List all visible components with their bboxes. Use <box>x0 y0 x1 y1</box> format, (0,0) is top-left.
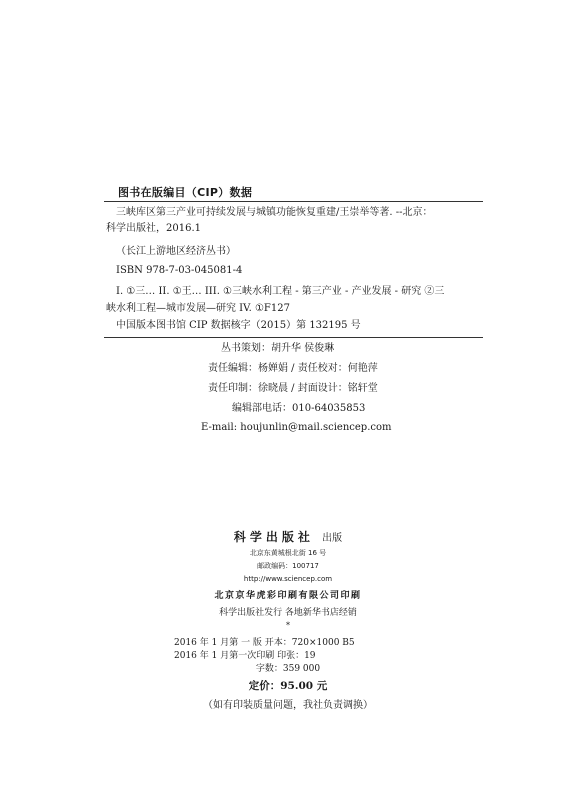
cip-heading: 图书在版编目（CIP）数据 <box>118 186 253 199</box>
separator-star: * <box>286 621 290 630</box>
publisher-suffix: 出版 <box>322 533 343 544</box>
publisher-postcode: 邮政编码：100717 <box>257 562 319 570</box>
spec-wordcount: 字数：359 000 <box>255 664 321 674</box>
cip-top-rule <box>104 201 483 202</box>
cip-line-isbn: ISBN 978-7-03-045081-4 <box>116 265 243 276</box>
credit-phone: 编辑部电话：010-64035853 <box>232 403 366 414</box>
publisher-website: http://www.sciencep.com <box>243 575 333 583</box>
credit-editors: 责任编辑：杨婵娟 / 责任校对：何艳萍 <box>208 363 378 374</box>
publisher-name <box>0 528 576 545</box>
cip-line-title: 三峡库区第三产业可持续发展与城镇功能恢复重建/王崇举等著. --北京： <box>116 207 433 218</box>
notice: （如有印装质量问题，我社负责调换） <box>203 700 373 711</box>
printer: 北京京华虎彩印刷有限公司印刷 <box>214 591 362 601</box>
publisher-name-text: 科学出版社 <box>233 530 314 544</box>
cip-line-series: （长江上游地区经济丛书） <box>116 246 236 257</box>
spec-printing: 2016 年 1 月第一次印刷 印张：19 <box>174 651 316 661</box>
cip-line-cip-number: 中国版本图书馆 CIP 数据核字（2015）第 132195 号 <box>116 320 361 331</box>
credit-production: 责任印制：徐晓晨 / 封面设计：铭轩堂 <box>208 383 378 394</box>
cip-bottom-rule <box>104 337 483 338</box>
credit-email: E-mail: houjunlin@mail.sciencep.com <box>201 422 392 433</box>
publisher-address: 北京东黄城根北街 16 号 <box>249 549 327 557</box>
cip-line-classification-cont: 峡水利工程—城市发展—研究 IV. ①F127 <box>106 303 290 314</box>
credit-series-planner: 丛书策划：胡升华 侯俊琳 <box>221 343 335 354</box>
cip-line-publisher: 科学出版社，2016.1 <box>106 223 201 234</box>
spec-edition: 2016 年 1 月第 一 版 开本：720×1000 B5 <box>174 638 355 648</box>
distribution: 科学出版社发行 各地新华书店经销 <box>219 608 357 618</box>
price: 定价：95.00 元 <box>248 680 328 692</box>
cip-line-classification: I. ①三… II. ①王… III. ①三峡水利工程 - 第三产业 - 产业发展 - 研究 ②三 <box>116 286 445 297</box>
